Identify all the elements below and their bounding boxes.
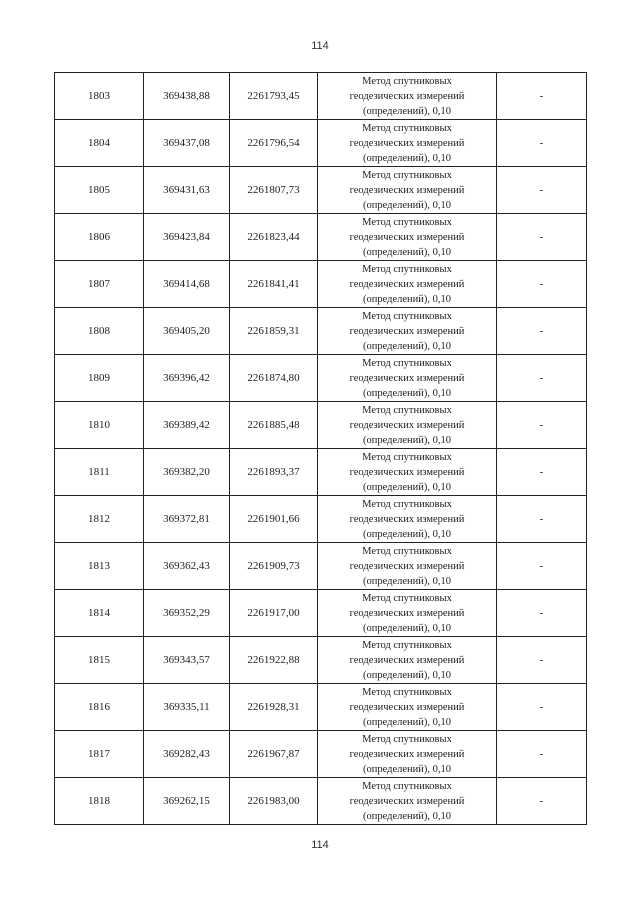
point-number-cell: 1807 bbox=[55, 261, 144, 308]
method-line: геодезических измерений bbox=[349, 607, 465, 619]
x-coordinate-cell: 369414,68 bbox=[144, 261, 230, 308]
table-row bbox=[55, 590, 587, 637]
x-coordinate-cell: 369396,42 bbox=[144, 355, 230, 402]
page-number-bottom: 114 bbox=[311, 839, 329, 851]
table-row bbox=[55, 684, 587, 731]
method-line: геодезических измерений bbox=[349, 748, 465, 760]
method-line: геодезических измерений bbox=[349, 278, 465, 290]
method-line: геодезических измерений bbox=[349, 325, 465, 337]
method-cell bbox=[318, 543, 497, 590]
y-coordinate-cell: 2261874,80 bbox=[230, 355, 318, 402]
method-line: Метод спутниковых bbox=[362, 592, 452, 604]
point-number-cell: 1809 bbox=[55, 355, 144, 402]
point-number-cell: 1812 bbox=[55, 496, 144, 543]
description-cell: - bbox=[497, 167, 587, 214]
table-row bbox=[55, 543, 587, 590]
method-line: геодезических измерений bbox=[349, 701, 465, 713]
x-coordinate-cell: 369382,20 bbox=[144, 449, 230, 496]
method-line: (определений), 0,10 bbox=[362, 293, 452, 305]
method-line: (определений), 0,10 bbox=[362, 152, 452, 164]
y-coordinate-cell: 2261807,73 bbox=[230, 167, 318, 214]
method-cell bbox=[318, 637, 497, 684]
x-coordinate-cell: 369282,43 bbox=[144, 731, 230, 778]
table-row bbox=[55, 731, 587, 778]
method-cell bbox=[318, 449, 497, 496]
method-line: Метод спутниковых bbox=[362, 122, 452, 134]
point-number-cell: 1810 bbox=[55, 402, 144, 449]
point-number-cell: 1818 bbox=[55, 778, 144, 825]
method-line: (определений), 0,10 bbox=[362, 575, 452, 587]
x-coordinate-cell: 369372,81 bbox=[144, 496, 230, 543]
table-row bbox=[55, 355, 587, 402]
method-cell bbox=[318, 73, 497, 120]
y-coordinate-cell: 2261967,87 bbox=[230, 731, 318, 778]
method-line: Метод спутниковых bbox=[362, 75, 452, 87]
method-cell bbox=[318, 308, 497, 355]
description-cell: - bbox=[497, 496, 587, 543]
method-cell bbox=[318, 778, 497, 825]
y-coordinate-cell: 2261983,00 bbox=[230, 778, 318, 825]
coordinates-table-body bbox=[55, 73, 587, 825]
x-coordinate-cell: 369343,57 bbox=[144, 637, 230, 684]
point-number-cell: 1816 bbox=[55, 684, 144, 731]
method-cell bbox=[318, 496, 497, 543]
method-line: геодезических измерений bbox=[349, 654, 465, 666]
table-row bbox=[55, 261, 587, 308]
table-row bbox=[55, 214, 587, 261]
method-line: геодезических измерений bbox=[349, 466, 465, 478]
coordinates-table bbox=[54, 72, 587, 825]
method-line: Метод спутниковых bbox=[362, 404, 452, 416]
method-line: Метод спутниковых bbox=[362, 780, 452, 792]
method-line: Метод спутниковых bbox=[362, 310, 452, 322]
y-coordinate-cell: 2261928,31 bbox=[230, 684, 318, 731]
method-line: (определений), 0,10 bbox=[362, 199, 452, 211]
point-number-cell: 1811 bbox=[55, 449, 144, 496]
method-line: Метод спутниковых bbox=[362, 263, 452, 275]
method-line: Метод спутниковых bbox=[362, 498, 452, 510]
method-line: Метод спутниковых bbox=[362, 639, 452, 651]
description-cell: - bbox=[497, 402, 587, 449]
method-line: Метод спутниковых bbox=[362, 686, 452, 698]
description-cell: - bbox=[497, 731, 587, 778]
table-row bbox=[55, 637, 587, 684]
table-row bbox=[55, 778, 587, 825]
method-line: Метод спутниковых bbox=[362, 545, 452, 557]
x-coordinate-cell: 369335,11 bbox=[144, 684, 230, 731]
method-line: Метод спутниковых bbox=[362, 169, 452, 181]
table-row bbox=[55, 73, 587, 120]
method-line: геодезических измерений bbox=[349, 231, 465, 243]
y-coordinate-cell: 2261823,44 bbox=[230, 214, 318, 261]
description-cell: - bbox=[497, 778, 587, 825]
description-cell: - bbox=[497, 214, 587, 261]
point-number-cell: 1813 bbox=[55, 543, 144, 590]
table-row bbox=[55, 308, 587, 355]
method-cell bbox=[318, 167, 497, 214]
method-line: геодезических измерений bbox=[349, 560, 465, 572]
point-number-cell: 1803 bbox=[55, 73, 144, 120]
method-line: геодезических измерений bbox=[349, 419, 465, 431]
method-cell bbox=[318, 261, 497, 308]
point-number-cell: 1806 bbox=[55, 214, 144, 261]
method-line: геодезических измерений bbox=[349, 90, 465, 102]
method-line: (определений), 0,10 bbox=[362, 387, 452, 399]
table-row bbox=[55, 120, 587, 167]
method-cell bbox=[318, 684, 497, 731]
x-coordinate-cell: 369389,42 bbox=[144, 402, 230, 449]
y-coordinate-cell: 2261917,00 bbox=[230, 590, 318, 637]
description-cell: - bbox=[497, 120, 587, 167]
method-line: (определений), 0,10 bbox=[362, 669, 452, 681]
table-row bbox=[55, 496, 587, 543]
x-coordinate-cell: 369362,43 bbox=[144, 543, 230, 590]
method-cell bbox=[318, 120, 497, 167]
method-cell bbox=[318, 402, 497, 449]
method-cell bbox=[318, 590, 497, 637]
method-line: геодезических измерений bbox=[349, 795, 465, 807]
method-line: Метод спутниковых bbox=[362, 451, 452, 463]
description-cell: - bbox=[497, 355, 587, 402]
table-row bbox=[55, 449, 587, 496]
description-cell: - bbox=[497, 261, 587, 308]
method-line: Метод спутниковых bbox=[362, 216, 452, 228]
description-cell: - bbox=[497, 308, 587, 355]
point-number-cell: 1814 bbox=[55, 590, 144, 637]
method-line: Метод спутниковых bbox=[362, 733, 452, 745]
point-number-cell: 1804 bbox=[55, 120, 144, 167]
method-line: (определений), 0,10 bbox=[362, 340, 452, 352]
method-cell bbox=[318, 355, 497, 402]
description-cell: - bbox=[497, 543, 587, 590]
y-coordinate-cell: 2261893,37 bbox=[230, 449, 318, 496]
description-cell: - bbox=[497, 73, 587, 120]
x-coordinate-cell: 369262,15 bbox=[144, 778, 230, 825]
description-cell: - bbox=[497, 449, 587, 496]
y-coordinate-cell: 2261901,66 bbox=[230, 496, 318, 543]
x-coordinate-cell: 369423,84 bbox=[144, 214, 230, 261]
method-cell bbox=[318, 214, 497, 261]
table-row bbox=[55, 167, 587, 214]
description-cell: - bbox=[497, 684, 587, 731]
y-coordinate-cell: 2261796,54 bbox=[230, 120, 318, 167]
x-coordinate-cell: 369405,20 bbox=[144, 308, 230, 355]
y-coordinate-cell: 2261793,45 bbox=[230, 73, 318, 120]
method-line: геодезических измерений bbox=[349, 137, 465, 149]
method-line: (определений), 0,10 bbox=[362, 246, 452, 258]
method-line: (определений), 0,10 bbox=[362, 810, 452, 822]
page-number-top: 114 bbox=[311, 40, 329, 52]
method-line: геодезических измерений bbox=[349, 513, 465, 525]
y-coordinate-cell: 2261909,73 bbox=[230, 543, 318, 590]
y-coordinate-cell: 2261885,48 bbox=[230, 402, 318, 449]
method-line: геодезических измерений bbox=[349, 184, 465, 196]
x-coordinate-cell: 369352,29 bbox=[144, 590, 230, 637]
table-row bbox=[55, 402, 587, 449]
method-line: (определений), 0,10 bbox=[362, 528, 452, 540]
method-cell bbox=[318, 731, 497, 778]
description-cell: - bbox=[497, 637, 587, 684]
method-line: (определений), 0,10 bbox=[362, 105, 452, 117]
method-line: (определений), 0,10 bbox=[362, 481, 452, 493]
description-cell: - bbox=[497, 590, 587, 637]
point-number-cell: 1817 bbox=[55, 731, 144, 778]
method-line: геодезических измерений bbox=[349, 372, 465, 384]
point-number-cell: 1805 bbox=[55, 167, 144, 214]
x-coordinate-cell: 369431,63 bbox=[144, 167, 230, 214]
method-line: (определений), 0,10 bbox=[362, 622, 452, 634]
point-number-cell: 1815 bbox=[55, 637, 144, 684]
method-line: Метод спутниковых bbox=[362, 357, 452, 369]
y-coordinate-cell: 2261922,88 bbox=[230, 637, 318, 684]
y-coordinate-cell: 2261841,41 bbox=[230, 261, 318, 308]
y-coordinate-cell: 2261859,31 bbox=[230, 308, 318, 355]
method-line: (определений), 0,10 bbox=[362, 434, 452, 446]
method-line: (определений), 0,10 bbox=[362, 716, 452, 728]
method-line: (определений), 0,10 bbox=[362, 763, 452, 775]
point-number-cell: 1808 bbox=[55, 308, 144, 355]
x-coordinate-cell: 369438,88 bbox=[144, 73, 230, 120]
x-coordinate-cell: 369437,08 bbox=[144, 120, 230, 167]
